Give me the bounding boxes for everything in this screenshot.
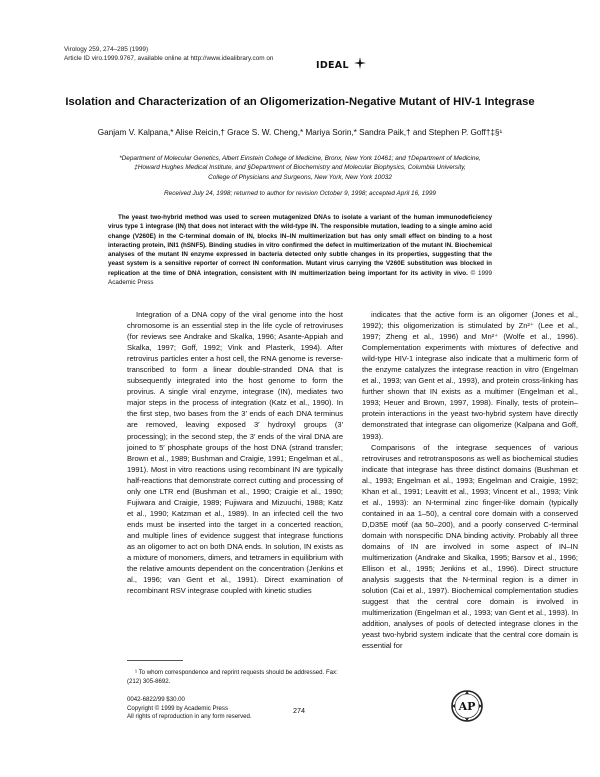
ideal-sparkle-icon: [353, 57, 367, 69]
body-column-left: [127, 309, 343, 596]
affiliation-line: ‡Howard Hughes Medical Institute, and §Department of Biochemistry and Molecular Biophysics, Columbia University,: [134, 164, 466, 172]
footnote-divider: [127, 660, 183, 661]
affiliation-line: College of Physicians and Surgeons, New York, New York 10032: [208, 173, 392, 181]
abstract: [108, 213, 492, 287]
correspondence-footnote: ¹ To whom correspondence and reprint requests should be addressed. Fax: (212) 305-8692.: [127, 669, 338, 686]
abstract-text: The yeast two-hybrid method was used to screen mutagenized DNAs to isolate a variant of the human immunodeficiency virus type 1 integrase (IN) that does not interact with the wild-type IN. The responsible mutation, leading to a single amino acid change (V260E) in the C-terminal domain of IN, blocks IN–IN multimerization but has only small effect on binding to a host interacting protein, INI1 (hSNF5). Binding studies in vitro confirmed the defect in multimerization of the mutant IN. Biochemical analyses of the mutant IN enzyme expressed in bacteria detected only subtle changes in its properties, suggesting that the yeast system is a sensitive reporter of correct IN conformation. Mutant virus carrying the V260E substitution was blocked in replication at the time of DNA integration, consistent with IN multimerization being important for its activity in vivo.: [108, 214, 492, 277]
body-column-right: [362, 309, 578, 651]
abstract-copyright: © 1999 Academic Press: [108, 269, 492, 286]
ideal-logo-text: IDEAL: [316, 60, 349, 71]
body-paragraph: indicates that the active form is an oligomer (Jones et al., 1992); this oligomerization is stimulated by Zn²⁺ (Lee et al., 1997; Zheng et al., 1996) and Mn²⁺ (Wolfe et al., 1996). Complementation experiments with mixtures of defective and wild-type HIV-1 integrase also indicate that a multimeric form of the enzyme catalyzes the integrase reaction in vitro (Engelman et al., 1993; van Gent et al., 1993), and protein cross-linking has further shown that IN exists as a multimer (Engelman et al., 1993; Heuer and Brown, 1997, 1998). Finally, tests of protein–protein interactions in the yeast two-hybrid system have directly demonstrated that integrase can oligomerize (Kalpana and Goff, 1993).: [362, 310, 578, 441]
author-list: Ganjam V. Kalpana,* Alise Reicin,† Grace S. W. Cheng,* Mariya Sorin,* Sandra Paik,† and Stephen P. Goff†‡§¹: [97, 128, 503, 137]
copyright-block: [127, 696, 252, 722]
journal-citation: Virology 259, 274–285 (1999): [64, 46, 149, 53]
academic-press-emblem-icon: [447, 686, 487, 726]
article-title: Isolation and Characterization of an Oligomerization-Negative Mutant of HIV-1 Integrase: [65, 96, 535, 108]
affiliation-line: *Department of Molecular Genetics, Albert Einstein College of Medicine, Bronx, New York 10461; and †Department of Medicine,: [119, 155, 481, 162]
affiliations: [60, 154, 540, 182]
copyright-line: Copyright © 1999 by Academic Press: [127, 704, 229, 712]
received-dates: Received July 24, 1998; returned to author for revision October 9, 1998; accepted April 16, 1999: [164, 190, 436, 197]
issn-price: 0042-6822/99 $30.00: [127, 696, 185, 703]
body-paragraph: Comparisons of the integrase sequences of various retroviruses and retrotransposons as well as biochemical studies indicate that integrase has three distinct domains (Bushman et al., 1993; Engelman et al., 1993; Engelman and Craigie, 1992; Khan et al., 1991; Leavitt et al., 1993; Vincent et al., 1993; Vink et al., 1993): an N-terminal zinc finger-like domain (typically contained in aa 1–50), a central core domain with a conserved D,D35E motif (aa 50–200), and a poorly conserved C-terminal domain with nonspecific DNA binding activity. Probably all three domains of IN are involved in some aspect of IN–IN multimerization (Andrake and Skalka, 1995; Barsov et al., 1996; Ellison et al., 1995; Jenkins et al., 1996). Direct structure analysis suggests that the N-terminal region is a dimer in solution (Cai et al., 1997). Biochemical complementation studies suggest that the central core domain is involved in multimerization (Engelman et al., 1993; van Gent et al., 1993). In addition, analyses of pools of detected integrase clones in the yeast two-hybrid system indicate that the central core domain is essential for: [362, 442, 578, 651]
ideal-logo[interactable]: [316, 55, 367, 73]
page-number: 274: [293, 706, 305, 715]
academic-press-logo: [447, 686, 487, 726]
article-id-line[interactable]: Article ID viro.1999.9767, available online at http://www.idealibrary.com on: [64, 55, 274, 62]
rights-line: All rights of reproduction in any form reserved.: [127, 713, 252, 721]
publisher-logo-text: AP: [458, 700, 476, 713]
body-paragraph: Integration of a DNA copy of the viral genome into the host chromosome is an essential step in the life cycle of retroviruses (for reviews see Andrake and Skalka, 1996; Asante-Appiah and Skalka, 1997; Goff, 1992; Vink and Plasterk, 1994). After retrovirus particles enter a host cell, the RNA genome is reverse-transcribed to form a linear double-stranded DNA that is subsequently integrated into the host genome to form the provirus. A single viral enzyme, integrase (IN), mediates two major steps in the process of integration (Katz et al., 1990). In the first step, two bases from the 3′ ends of each DNA terminus are removed, leaving exposed 3′ hydroxyl groups (3′ processing); in the second step, the 3′ ends of the viral DNA are joined to 5′ phosphate groups of the host DNA (strand transfer; Brown et al., 1989; Bushman and Craigie, 1991; Engelman et al., 1991). Most in vitro reactions using recombinant IN are typically half-reactions that demonstrate correct cutting and processing of only one LTR end (Bushman et al., 1990; Craigie et al., 1990; Fujiwara and Craigie, 1989; Fujiwara and Mizuuchi, 1988; Katz et al., 1990; Katzman et al., 1989). In an infected cell the two ends must be inserted into the target in a concerted reaction, and multiple lines of evidence suggest that integrase functions as an oligomer to act on both DNA ends. In solution, IN exists as a mixture of monomers, dimers, and tetramers in equilibrium with the relative amounts dependent on the concentration (Jenkins et al., 1996; van Gent et al., 1991). Direct examination of recombinant RSV integrase coupled with kinetic studies: [127, 310, 343, 596]
